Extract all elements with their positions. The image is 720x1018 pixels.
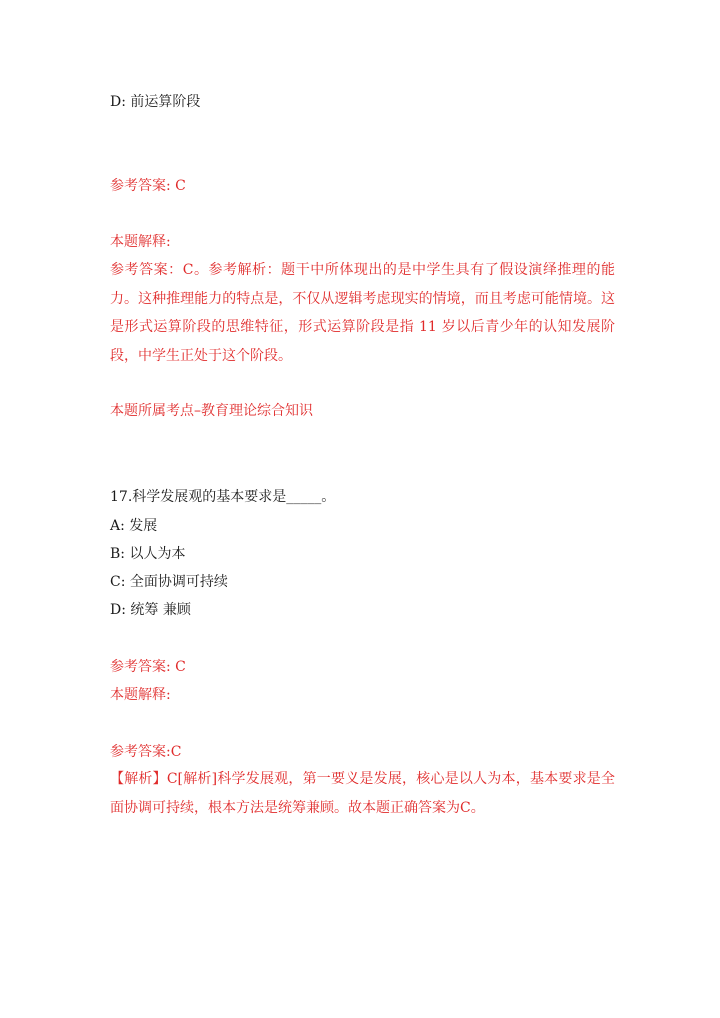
q17-stem: 17.科学发展观的基本要求是_____。 [110, 489, 336, 505]
q17-option-a: A: 发展 [110, 518, 158, 534]
prev-explanation-text: 参考答案：C。参考解析：题干中所体现出的是中学生具有了假设演绎推理的能力。这种推理能力的特点是，不仅从逻辑考虑现实的情境，而且考虑可能情境。这是形式运算阶段的思维特征，形式运算阶段是指 11 岁以后青少年的认知发展阶段，中学生正处于这个阶段。 [110, 262, 615, 364]
prev-explanation-heading: 本题解释: [110, 234, 171, 250]
q17-option-b: B: 以人为本 [110, 546, 186, 562]
q17-explanation-heading: 本题解释: [110, 687, 171, 703]
q17-ref-answer: 参考答案:C [110, 744, 182, 760]
q17-option-c: C: 全面协调可持续 [110, 574, 228, 590]
q17-answer: 参考答案: C [110, 659, 186, 675]
prev-answer: 参考答案: C [110, 178, 186, 194]
prev-topic: 本题所属考点–教育理论综合知识 [110, 403, 313, 419]
prev-option-d: D: 前运算阶段 [110, 94, 201, 110]
q17-option-d: D: 统筹 兼顾 [110, 602, 191, 618]
q17-explanation-text: 【解析】C[解析]科学发展观，第一要义是发展，核心是以人为本，基本要求是全面协调可持续，根本方法是统筹兼顾。故本题正确答案为C。 [110, 771, 615, 816]
